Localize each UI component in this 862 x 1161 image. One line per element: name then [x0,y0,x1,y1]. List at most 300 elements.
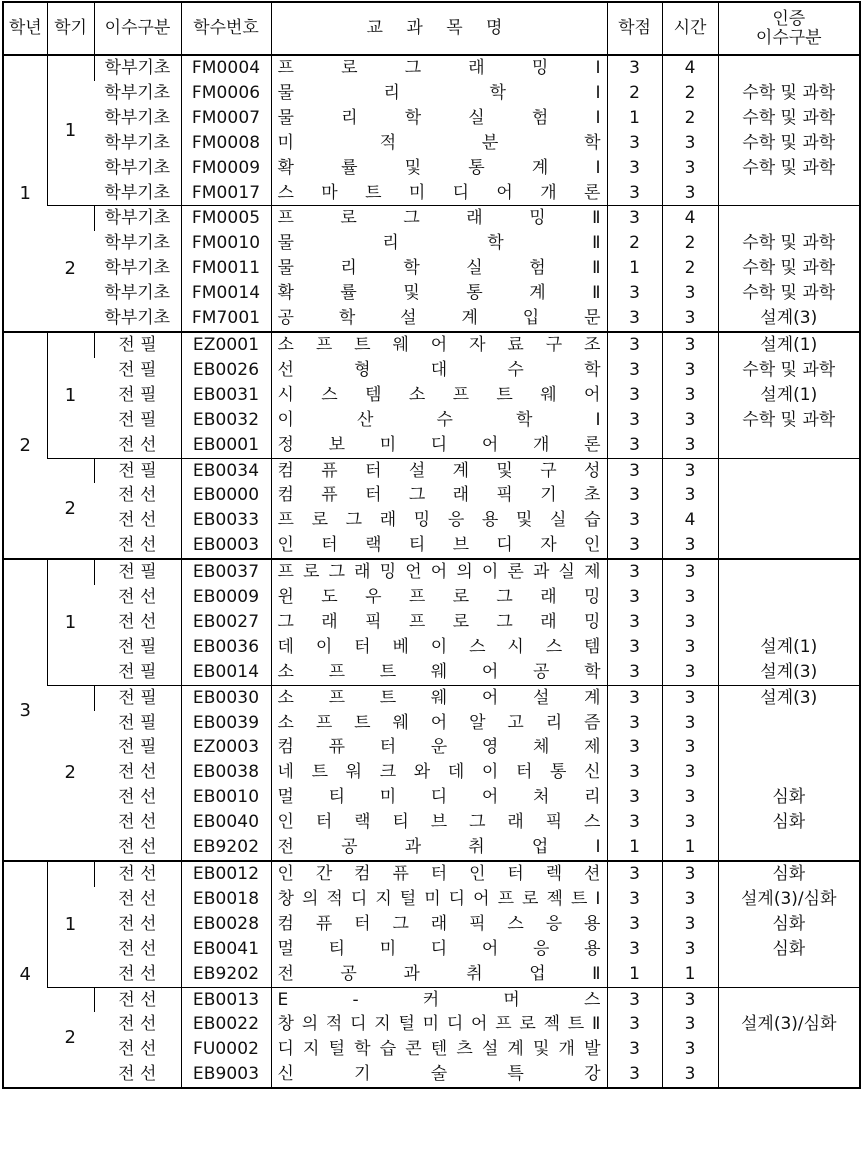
course-name [278,106,601,131]
cert-category-cell: 수학 및 과학 [718,256,860,281]
course-name-cell [271,483,607,508]
course-name-char: 디 [350,1014,367,1035]
cert-category-cell [718,433,860,458]
hours-cell: 2 [662,231,718,256]
course-row [3,483,860,508]
course-name-cell [271,206,607,231]
course-name-char: 업 [529,963,546,984]
course-name-char: 프 [277,510,294,531]
course-name-char: 젝 [546,888,563,909]
course-name-char: 어 [471,1014,488,1035]
course-row [3,508,860,533]
credits-cell: 3 [607,660,662,685]
course-name-char: 형 [354,359,371,380]
course-name-char: 프 [408,587,426,608]
course-name-cell [271,711,607,736]
course-name-char: Ⅰ [595,82,601,103]
category-cell: 학부기초 [104,82,171,103]
course-name-char: 디 [430,787,448,808]
course-name-char: 터 [315,812,333,833]
course-name-cell [271,912,607,937]
category-cell: 전 선 [118,762,157,783]
cert-category-cell: 설계(1) [718,332,860,358]
course-name-char: 디 [448,888,466,909]
cert-category-cell: 심화 [718,785,860,810]
course-name-char: 그 [392,913,409,934]
hours-cell: 3 [662,585,718,610]
course-name-cell [271,987,607,1012]
course-name-cell [271,306,607,332]
course-name-char: 터 [365,460,382,481]
course-name-char: 그 [469,812,486,833]
hours-cell: 2 [662,106,718,131]
course-name-char: 로 [341,58,358,78]
course-name [278,988,601,1013]
credits-cell: 3 [607,281,662,306]
category-cell: 전 선 [118,888,157,909]
course-name-char: Ⅱ [592,258,601,279]
course-name-char: 브 [430,812,448,833]
course-name-char: 터 [379,737,397,758]
course-name-char: 계 [507,1039,524,1060]
course-name-char: 콘 [405,1039,422,1060]
course-name-char: 소 [277,712,294,733]
course-name-char: 리 [341,107,358,128]
course-name-char: 험 [529,258,546,279]
header-row [3,2,860,55]
course-row [3,55,860,81]
semester-cell: 1 [47,559,94,685]
course-name-char: 프 [452,384,470,405]
course-name-char: Ⅰ [595,837,601,858]
course-name-char: 학 [487,233,504,254]
course-name-char: 트 [365,182,382,203]
course-name-char: 어 [430,334,448,355]
course-row [3,937,860,962]
course-name-cell [271,610,607,635]
category-cell: 전 선 [94,987,181,1012]
course-row [3,81,860,106]
course-row [3,585,860,610]
course-name-char: 컴 [277,737,294,758]
course-name-char: 터 [321,535,338,556]
course-row [3,962,860,987]
course-name [278,231,601,256]
cert-category-cell [718,735,860,760]
course-name-char: 트 [311,762,328,783]
category-cell: 학부기초 [104,283,171,304]
course-name-char: 전 [277,837,294,858]
course-name-char: 과 [532,562,550,583]
credits-cell: 3 [607,559,662,585]
course-name [278,256,601,281]
course-name-char: 정 [277,434,294,455]
category-cell: 전 필 [118,359,157,380]
course-name-char: 디 [277,1039,294,1060]
course-code-cell: EB9003 [181,1062,271,1088]
course-row [3,206,860,231]
course-name-char: 계 [452,460,470,481]
cert-category-cell [718,458,860,483]
credits-cell: 3 [607,810,662,835]
course-name-char: 수 [436,409,453,430]
course-name-char: 윈 [277,587,294,608]
course-name-char: 디 [446,1014,464,1035]
cert-category-cell: 설계(3) [718,306,860,332]
course-code-cell: EB0040 [181,810,271,835]
cert-category-cell [718,533,860,559]
course-name-char: 인 [277,812,294,833]
course-name-char: 실 [558,562,575,583]
course-name-char: 프 [277,208,294,229]
category-cell: 전 필 [94,685,181,710]
cert-category-cell: 수학 및 과학 [718,358,860,383]
course-name-char: 그 [496,587,513,608]
course-row [3,785,860,810]
course-name-char: 스 [584,812,601,833]
hours-cell: 3 [662,1062,718,1088]
course-name-char: 스 [507,913,524,934]
category-cell: 전 선 [94,861,181,887]
course-name [278,660,601,685]
course-name-char: 취 [466,963,483,984]
credits-cell: 3 [607,1037,662,1062]
course-name-char: 통 [468,157,485,178]
hours-cell: 4 [662,508,718,533]
semester-cell: 2 [47,206,94,332]
course-name [278,962,601,987]
course-name-char: 로 [452,587,470,608]
course-name-cell [271,458,607,483]
course-name-char: 프 [315,712,333,733]
course-name-char: 어 [473,888,490,909]
course-name-char: 실 [466,258,483,279]
course-code-cell: EB0009 [181,585,271,610]
course-name-char: 템 [584,636,601,657]
course-name [278,156,601,181]
course-name-cell [271,660,607,685]
course-name-char: 어 [481,938,499,959]
course-name-char: 컴 [354,864,371,884]
course-name-char: 신 [277,1064,294,1085]
course-name-cell [271,1012,607,1037]
category-cell: 학부기초 [94,206,181,231]
course-name-char: 티 [328,938,346,959]
course-code-cell: FM7001 [181,306,271,332]
course-row [3,810,860,835]
cert-category-cell [718,1037,860,1062]
course-name [278,810,601,835]
course-name-char: 터 [354,636,371,657]
course-name-char: 설 [408,460,426,481]
credits-cell: 3 [607,483,662,508]
course-name [278,735,601,760]
course-name-cell [271,383,607,408]
course-name-char: 적 [326,888,343,909]
cert-category-cell [718,760,860,785]
course-name-char: 계 [531,157,549,178]
cert-category-cell [718,711,860,736]
hours-cell: 2 [662,81,718,106]
course-name-char: 및 [403,283,420,304]
course-name-char: 용 [584,938,601,959]
course-name-char: 어 [481,787,499,808]
course-row [3,181,860,206]
course-code-cell: EB0036 [181,635,271,660]
category-cell: 학부기초 [104,308,171,329]
course-name-char: Ⅰ [595,107,601,128]
year-cell: 4 [3,861,47,1088]
course-name-char: 밍 [529,208,546,229]
course-name-char: 픽 [469,913,486,934]
course-name-cell [271,685,607,710]
cert-category-cell: 설계(1) [718,383,860,408]
course-name-char: 트 [354,334,371,355]
course-name-char: 밍 [583,587,601,608]
course-name-char: 통 [466,283,483,304]
course-name [278,306,601,331]
course-name-char: 설 [532,687,550,708]
course-name [278,206,601,231]
course-name-char: 실 [468,107,485,128]
hours-cell: 2 [662,256,718,281]
course-name-cell [271,861,607,887]
course-row [3,760,860,785]
course-row [3,231,860,256]
credits-cell: 3 [607,55,662,81]
course-name-char: 프 [328,661,346,682]
cert-category-cell: 심화 [718,861,860,887]
cert-category-cell: 수학 및 과학 [718,106,860,131]
course-name-char: 통 [550,762,567,783]
course-name-char: 스 [277,182,294,203]
header-course-name-text: 교 과 목 명 [366,18,512,38]
credits-cell: 3 [607,1012,662,1037]
course-name-char: 디 [452,182,470,203]
year-cell: 2 [3,332,47,559]
header-cert [718,2,860,55]
course-name-char: 디 [430,938,448,959]
course-name-char: 습 [379,1039,397,1060]
course-name-char: 과 [403,963,420,984]
course-name-char: 학 [584,359,601,380]
course-code-cell: EB0003 [181,533,271,559]
course-name-char: Ⅱ [592,233,601,254]
course-name-char: 신 [584,762,601,783]
course-name-char: 과 [404,837,422,858]
credits-cell: 3 [607,156,662,181]
course-name-char: 자 [469,334,486,355]
cert-category-cell: 수학 및 과학 [718,131,860,156]
course-name-char: 영 [481,737,499,758]
credits-cell: 3 [607,585,662,610]
curriculum-table-container [2,1,859,1089]
course-name [278,711,601,736]
course-name-char: 데 [277,636,294,657]
course-name-char: 인 [469,864,486,884]
course-name-cell [271,156,607,181]
hours-cell: 3 [662,358,718,383]
hours-cell: 3 [662,887,718,912]
course-name-char: 로 [340,208,357,229]
course-name-char: 션 [584,864,601,884]
course-name-char: 술 [430,1064,448,1085]
credits-cell: 3 [607,785,662,810]
course-name-char: 로 [303,562,320,583]
course-name-char: 어 [430,562,448,583]
course-row [3,358,860,383]
course-name-char: 설 [400,308,417,329]
category-cell: 전 선 [118,1014,157,1035]
course-name-char: 도 [321,587,338,608]
course-name-char: 래 [540,611,557,632]
credits-cell: 3 [607,685,662,710]
hours-cell: 3 [662,660,718,685]
credits-cell: 3 [607,937,662,962]
course-name-char: 터 [365,485,382,506]
course-code-cell: FM0008 [181,131,271,156]
course-code-cell: FM0004 [181,55,271,81]
course-name-char: 특 [507,1064,524,1085]
course-code-cell: FM0007 [181,106,271,131]
course-row [3,131,860,156]
course-name [278,358,601,383]
course-name-char: 률 [341,157,358,178]
cert-category-cell: 설계(3)/심화 [718,887,860,912]
hours-cell: 3 [662,1037,718,1062]
cert-category-cell: 수학 및 과학 [718,81,860,106]
credits-cell: 1 [607,962,662,987]
category-cell: 전 선 [118,1039,157,1060]
course-name-char: 대 [430,359,448,380]
semester-cell: 1 [47,55,94,206]
credits-cell: 3 [607,760,662,785]
course-name-char: 성 [583,460,601,481]
course-name-char: 즘 [584,712,601,733]
course-name-char: 디 [430,434,448,455]
course-name-char: 물 [277,107,294,128]
course-name-char: 학 [489,82,506,103]
course-name-char: Ⅱ [592,283,601,304]
course-name-char: 머 [503,989,520,1010]
course-name-char: 퓨 [321,460,338,481]
course-name-char: 래 [466,208,483,229]
course-code-cell: EB0034 [181,458,271,483]
cert-category-cell: 심화 [718,937,860,962]
course-name-cell [271,835,607,861]
course-name-cell [271,408,607,433]
hours-cell: 3 [662,987,718,1012]
course-name-char: 프 [328,687,346,708]
course-name-char: 트 [379,661,397,682]
header-year: 학년 [3,2,47,55]
course-name-char: 크 [379,762,397,783]
course-name-char: 멀 [277,938,294,959]
course-name-cell [271,810,607,835]
course-name-char: 제 [584,562,601,583]
course-name-cell [271,181,607,206]
course-code-cell: EB9202 [181,835,271,861]
course-name-char: 처 [532,787,550,808]
cert-category-cell: 수학 및 과학 [718,281,860,306]
course-name-char: Ⅱ [592,208,601,229]
cert-category-cell: 심화 [718,810,860,835]
course-name-char: 이 [430,636,448,657]
cert-category-cell: 수학 및 과학 [718,156,860,181]
credits-cell: 3 [607,458,662,483]
course-name-cell [271,635,607,660]
course-name-char: 래 [452,485,470,506]
hours-cell: 3 [662,610,718,635]
course-name [278,131,601,156]
course-row [3,256,860,281]
course-name-char: 취 [468,837,485,858]
course-name [278,785,601,810]
course-name-char: 공 [341,837,358,858]
course-name-char: 료 [507,334,524,355]
course-name-char: 웨 [392,334,409,355]
course-name-cell [271,55,607,81]
course-name [278,635,601,660]
category-cell: 학부기초 [104,157,171,178]
course-name-char: 계 [529,283,546,304]
course-name [278,533,601,558]
course-name-char: 워 [345,762,363,783]
course-name-char: 터 [430,864,448,884]
course-name [278,760,601,785]
header-course-name [271,2,607,55]
category-cell: 전 필 [94,332,181,358]
hours-cell: 3 [662,458,718,483]
course-name-char: 프 [277,58,294,78]
hours-cell: 3 [662,383,718,408]
category-cell: 전 선 [118,837,157,858]
course-name-char: 제 [584,737,601,758]
course-name-char: 확 [277,283,294,304]
course-name-char: 학 [584,661,601,682]
course-name-char: 웨 [540,384,557,405]
course-name-char: 창 [277,888,294,909]
course-name-char: 픽 [496,485,513,506]
course-name-cell [271,937,607,962]
course-row [3,610,860,635]
course-row [3,559,860,585]
course-name [278,887,601,912]
course-name-char: 래 [379,510,397,531]
category-cell: 전 선 [118,787,157,808]
course-name [278,383,601,408]
course-name-char: 티 [408,535,426,556]
category-cell: 전 필 [118,636,157,657]
course-code-cell: FM0014 [181,281,271,306]
course-row [3,156,860,181]
course-name-char: 미 [379,787,397,808]
course-name-char: 인 [583,535,601,556]
course-name-char: 소 [277,334,294,355]
course-name-char: 웨 [392,712,409,733]
course-name-char: 스 [545,636,563,657]
course-name [278,408,601,433]
course-name [278,433,601,458]
credits-cell: 3 [607,1062,662,1088]
course-name-char: 그 [328,562,346,583]
course-name-cell [271,231,607,256]
course-name-cell [271,887,607,912]
course-name-char: 베 [392,636,409,657]
credits-cell: 3 [607,181,662,206]
course-name-char: 프 [408,611,426,632]
course-name-char: 용 [481,510,499,531]
